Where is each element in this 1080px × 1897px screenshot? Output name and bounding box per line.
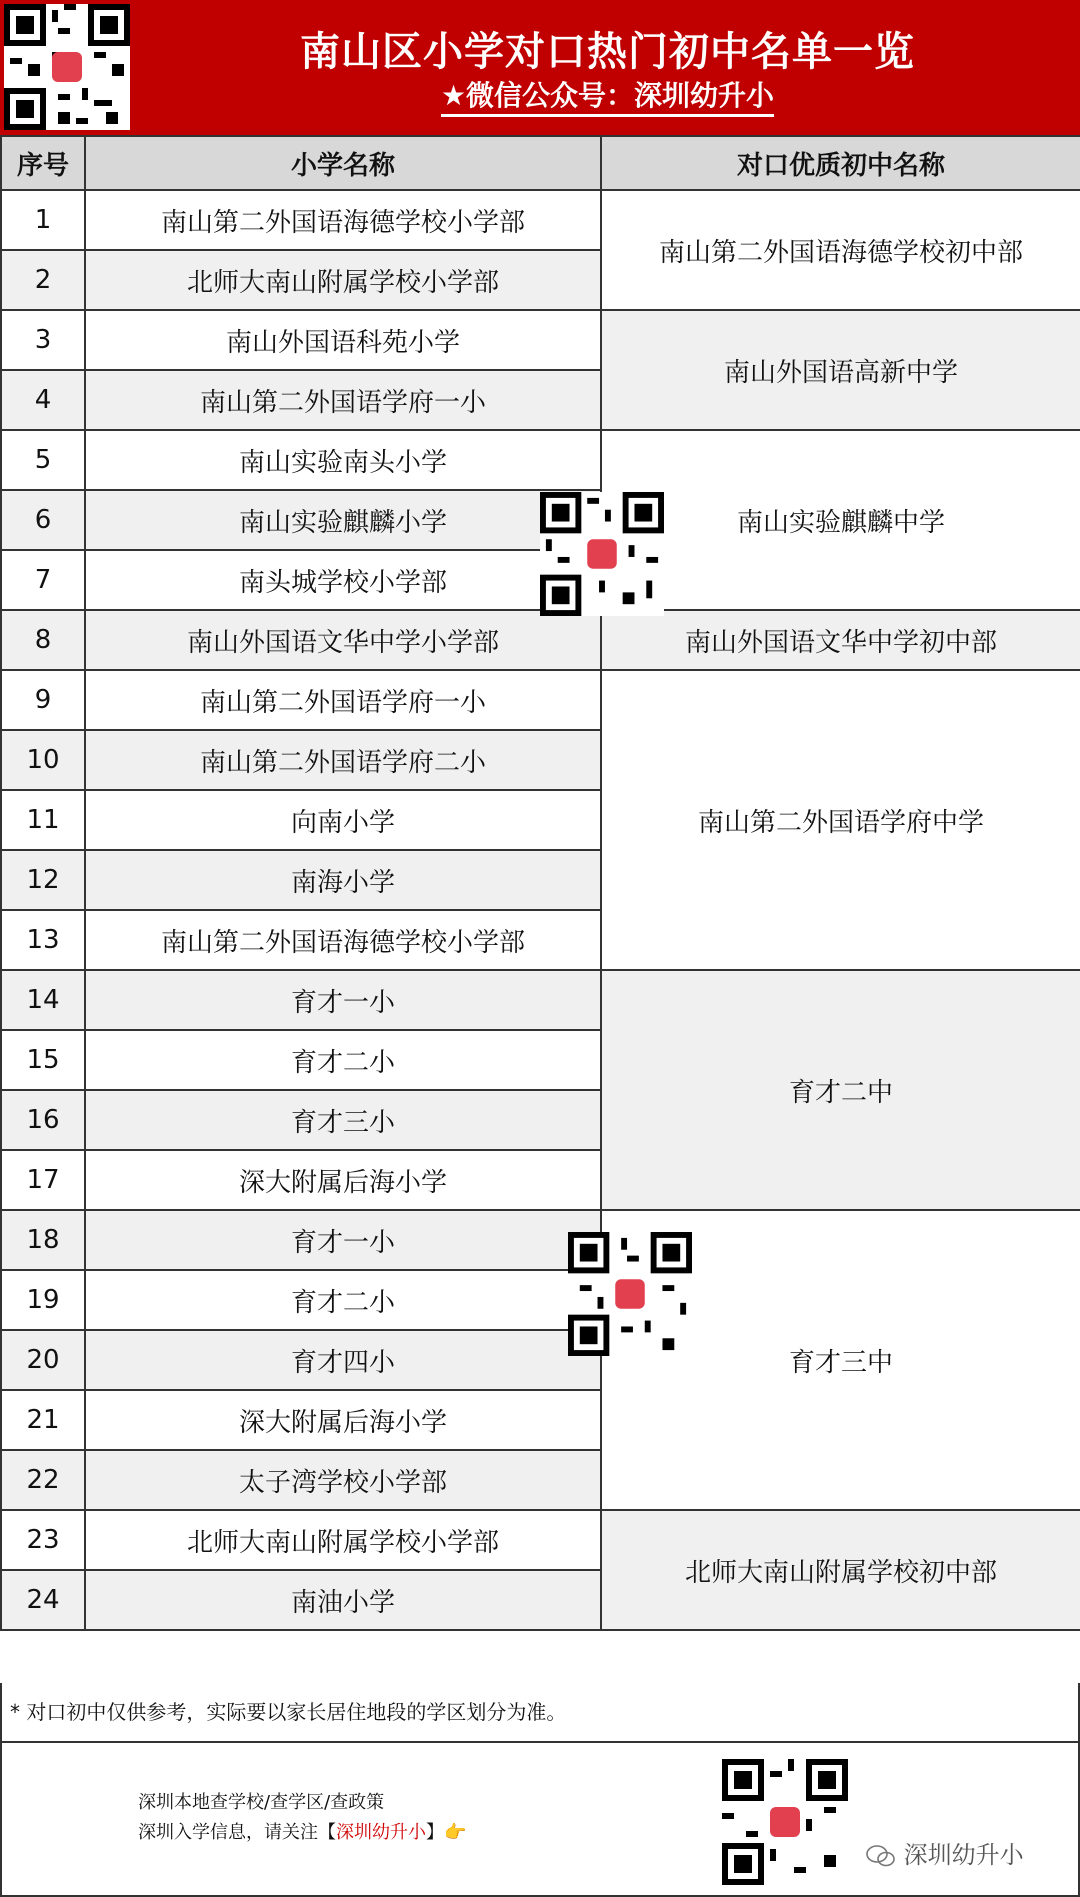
table-row: [1, 670, 1080, 730]
primary-school-name: 南山第二外国语海德学校小学部: [85, 190, 601, 250]
table-row: [1, 430, 1080, 490]
primary-school-name: 南山实验麒麟小学: [85, 490, 601, 550]
middle-school-name: 南山第二外国语学府中学: [601, 670, 1080, 970]
middle-school-name: 南山第二外国语海德学校初中部: [601, 190, 1080, 310]
primary-school-name: 育才四小: [85, 1330, 601, 1390]
primary-school-name: 南山第二外国语学府一小: [85, 670, 601, 730]
primary-school-name: 向南小学: [85, 790, 601, 850]
qr-code-icon: [722, 1759, 848, 1885]
primary-school-name: 深大附属后海小学: [85, 1390, 601, 1450]
middle-school-name: 南山外国语高新中学: [601, 310, 1080, 430]
qr-code-icon: [540, 492, 664, 616]
primary-school-name: 育才二小: [85, 1270, 601, 1330]
table-row: [1, 1210, 1080, 1270]
row-number: 16: [1, 1090, 85, 1150]
row-number: 15: [1, 1030, 85, 1090]
row-number: 19: [1, 1270, 85, 1330]
row-number: 3: [1, 310, 85, 370]
row-number: 1: [1, 190, 85, 250]
table-row: [1, 190, 1080, 250]
middle-school-name: 南山实验麒麟中学: [601, 430, 1080, 610]
header-banner: [0, 0, 1080, 135]
table-row: [1, 610, 1080, 670]
qr-code-icon: [568, 1232, 692, 1356]
row-number: 23: [1, 1510, 85, 1570]
primary-school-name: 北师大南山附属学校小学部: [85, 1510, 601, 1570]
primary-school-name: 南油小学: [85, 1570, 601, 1630]
school-table: [0, 135, 1080, 1631]
table-row: [1, 310, 1080, 370]
primary-school-name: 南海小学: [85, 850, 601, 910]
primary-school-name: 育才二小: [85, 1030, 601, 1090]
middle-school-name: 南山外国语文华中学初中部: [601, 610, 1080, 670]
row-number: 24: [1, 1570, 85, 1630]
table-header-row: [1, 136, 1080, 190]
footer-line1: 深圳本地查学校/查学区/查政策: [138, 1792, 385, 1813]
primary-school-name: 南山外国语科苑小学: [85, 310, 601, 370]
middle-school-name: 北师大南山附属学校初中部: [601, 1510, 1080, 1630]
table-row: [1, 970, 1080, 1030]
row-number: 8: [1, 610, 85, 670]
row-number: 7: [1, 550, 85, 610]
primary-school-name: 北师大南山附属学校小学部: [85, 250, 601, 310]
row-number: 6: [1, 490, 85, 550]
col-header-no: 序号: [1, 136, 85, 190]
primary-school-name: 育才一小: [85, 970, 601, 1030]
middle-school-name: 育才二中: [601, 970, 1080, 1210]
page-subtitle: ★微信公众号：深圳幼升小: [135, 74, 1080, 114]
page-title: 南山区小学对口热门初中名单一览: [300, 29, 915, 75]
col-header-middle: 对口优质初中名称: [601, 136, 1080, 190]
primary-school-name: 南山第二外国语海德学校小学部: [85, 910, 601, 970]
row-number: 21: [1, 1390, 85, 1450]
primary-school-name: 南山实验南头小学: [85, 430, 601, 490]
row-number: 11: [1, 790, 85, 850]
middle-school-name: 育才三中: [601, 1210, 1080, 1510]
primary-school-name: 南山第二外国语学府二小: [85, 730, 601, 790]
footer-brand: 深圳幼升小: [866, 1835, 1024, 1870]
footer-line2: 深圳入学信息，请关注【深圳幼升小】👉: [138, 1822, 467, 1843]
footer-highlight: 深圳幼升小: [336, 1822, 426, 1843]
primary-school-name: 南山外国语文华中学小学部: [85, 610, 601, 670]
row-number: 22: [1, 1450, 85, 1510]
primary-school-name: 太子湾学校小学部: [85, 1450, 601, 1510]
primary-school-name: 南头城学校小学部: [85, 550, 601, 610]
row-number: 17: [1, 1150, 85, 1210]
primary-school-name: 育才三小: [85, 1090, 601, 1150]
table-row: [1, 1510, 1080, 1570]
row-number: 13: [1, 910, 85, 970]
row-number: 5: [1, 430, 85, 490]
row-number: 20: [1, 1330, 85, 1390]
row-number: 2: [1, 250, 85, 310]
footer: [0, 1743, 1080, 1897]
qr-code-icon: [4, 4, 130, 130]
primary-school-name: 深大附属后海小学: [85, 1150, 601, 1210]
row-number: 9: [1, 670, 85, 730]
primary-school-name: 南山第二外国语学府一小: [85, 370, 601, 430]
disclaimer-note: * 对口初中仅供参考，实际要以家长居住地段的学区划分为准。: [0, 1683, 1080, 1743]
row-number: 14: [1, 970, 85, 1030]
row-number: 4: [1, 370, 85, 430]
wechat-icon: [866, 1845, 896, 1867]
col-header-primary: 小学名称: [85, 136, 601, 190]
row-number: 10: [1, 730, 85, 790]
primary-school-name: 育才一小: [85, 1210, 601, 1270]
row-number: 12: [1, 850, 85, 910]
row-number: 18: [1, 1210, 85, 1270]
